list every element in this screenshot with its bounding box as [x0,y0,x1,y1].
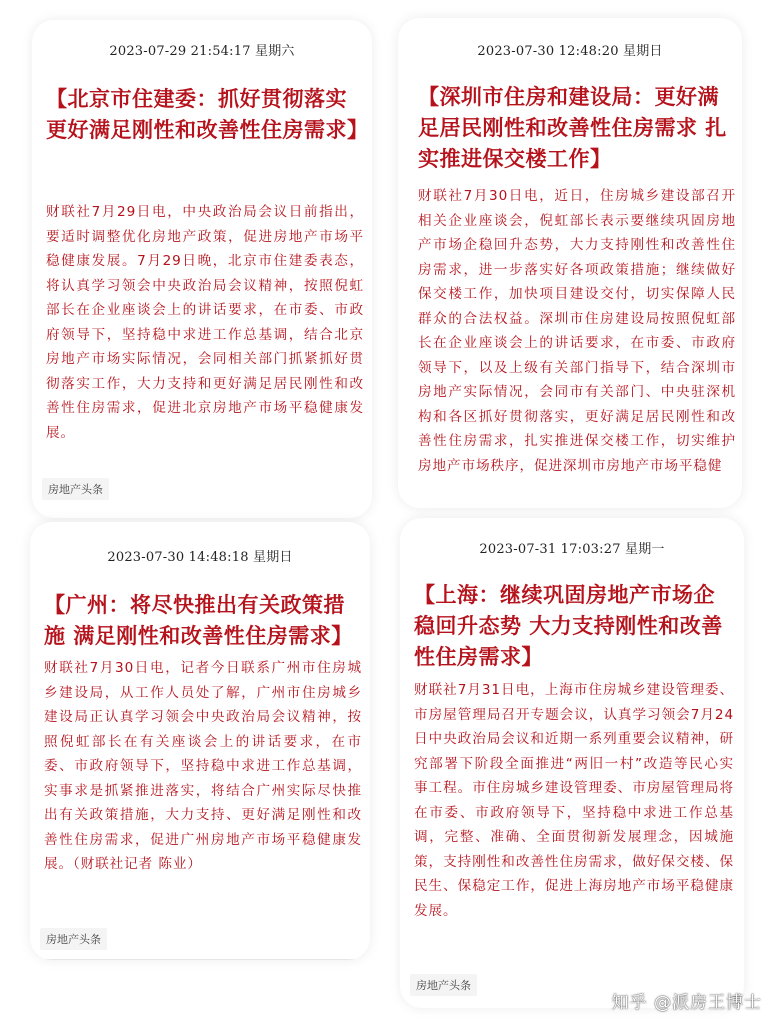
card-body: 财联社7月31日电，上海市住房城乡建设管理委、市房屋管理局召开专题会议，认真学习领会7月24日中央政治局会议和近期一系列重要会议精神，研究部署下阶段全面推进“两旧一村”改造等民心实事工程。市住房城乡建设管理委、市房屋管理局将在市委、市政府领导下，坚持稳中求进工作总基调，完整、准确、全面贯彻新发展理念，因城施策，支持刚性和改善性住房需求，做好保交楼、保民生、保稳定工作，促进上海房地产市场平稳健康发展。 [414,682,734,919]
card-timestamp: 2023-07-31 17:03:27 星期一 [479,542,665,557]
card-body: 财联社7月30日电，近日，住房城乡建设部召开相关企业座谈会，倪虹部长表示要继续巩固房地产市场企稳回升态势，大力支持刚性和改善性住房需求，进一步落实好各项政策措施；继续做好保交楼工作，加快项目建设交付，切实保障人民群众的合法权益。深圳市住房建设局按照倪虹部长在企业座谈会上的讲话要求，在市委、市政府领导下，以及上级有关部门指导下，结合深圳市房地产实际情况，会同市有关部门、中央驻深机构和各区抓好贯彻落实，更好满足居民刚性和改善性住房需求，扎实推进保交楼工作，切实维护房地产市场秩序，促进深圳市房地产市场平稳健 [418,188,736,474]
card-body: 财联社7月29日电，中央政治局会议日前指出，要适时调整优化房地产政策，促进房地产市场平稳健康发展。7月29日晚，北京市住建委表态，将认真学习领会中央政治局会议精神，按照倪虹部长在企业座谈会上的讲话要求，在市委、市政府领导下，坚持稳中求进工作总基调，结合北京房地产市场实际情况，会同相关部门抓紧抓好贯彻落实工作，大力支持和更好满足居民刚性和改善性住房需求，促进北京房地产市场平稳健康发展。 [46,204,364,441]
divider [30,959,370,960]
card-headline: 【北京市住建委：抓好贯彻落实更好满足刚性和改善性住房需求】 [46,87,369,142]
card-timestamp: 2023-07-30 14:48:18 星期日 [107,550,293,565]
news-card-guangzhou [30,522,370,960]
card-timestamp: 2023-07-29 21:54:17 星期六 [109,44,295,59]
card-body: 财联社7月30日电，记者今日联系广州市住房城乡建设局，从工作人员处了解，广州市住房城乡建设局正认真学习领会中央政治局会议精神，按照倪虹部长在有关座谈会上的讲话要求，在市委、市政府领导下，坚持稳中求进工作总基调，实事求是抓紧推进落实，将结合广州实际尽快推出有关政策措施，大力支持、更好满足刚性和改善性住房需求，促进广州房地产市场平稳健康发展。（财联社记者 陈业） [44,660,362,872]
card-headline: 【广州：将尽快推出有关政策措施 满足刚性和改善性住房需求】 [44,593,353,648]
news-card-shenzhen [398,18,742,508]
card-timestamp: 2023-07-30 12:48:20 星期日 [477,44,663,59]
news-card-beijing [32,20,372,518]
card-headline: 【上海：继续巩固房地产市场企稳回升态势 大力支持刚性和改善性住房需求】 [414,583,723,669]
news-card-shanghai [400,518,744,1008]
zhihu-watermark: 知乎 @派房王博士 [611,993,762,1013]
card-source-tag: 房地产头条 [42,478,109,500]
card-headline: 【深圳市住房和建设局：更好满足居民刚性和改善性住房需求 扎实推进保交楼工作】 [418,85,727,171]
card-source-tag: 房地产头条 [410,974,477,996]
card-source-tag: 房地产头条 [40,928,107,950]
